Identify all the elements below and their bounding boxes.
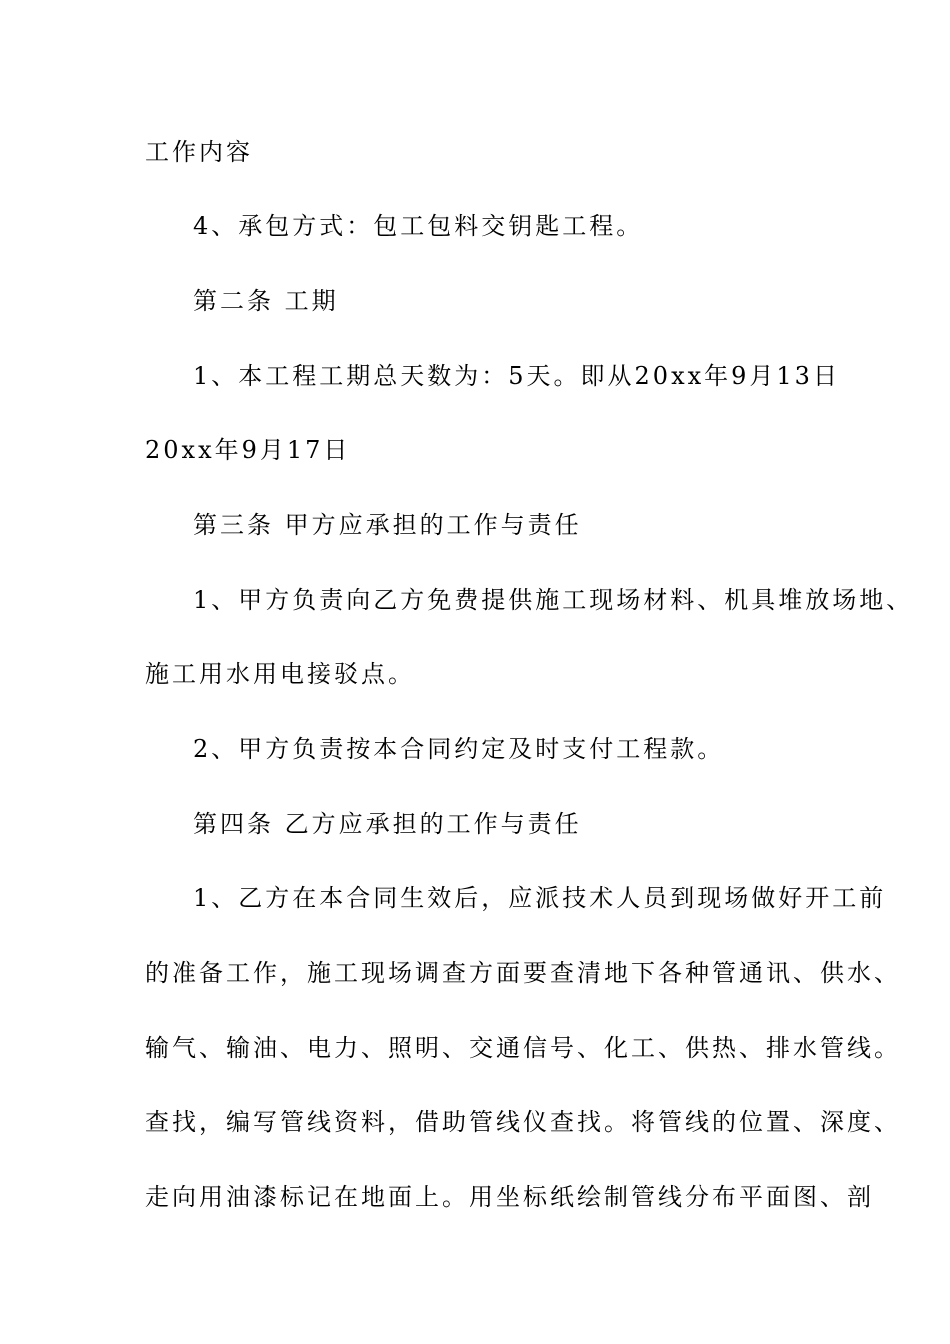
text-line: 2、甲方负责按本合同约定及时支付工程款。 — [193, 735, 725, 763]
section-heading: 第二条 工期 — [193, 287, 339, 315]
text-line: 20xx年9月17日 — [145, 436, 351, 464]
section-heading: 第三条 甲方应承担的工作与责任 — [193, 511, 582, 539]
text-line: 4、承包方式：包工包料交钥匙工程。 — [193, 212, 644, 240]
text-line: 工作内容 — [145, 138, 253, 166]
text-line: 走向用油漆标记在地面上。用坐标纸绘制管线分布平面图、剖 — [145, 1183, 874, 1211]
text-line: 1、甲方负责向乙方免费提供施工现场材料、机具堆放场地、 — [193, 586, 914, 614]
text-line: 施工用水用电接驳点。 — [145, 660, 415, 688]
text-line: 1、本工程工期总天数为：5天。即从20xx年9月13日 — [193, 362, 840, 390]
text-line: 查找，编写管线资料，借助管线仪查找。将管线的位置、深度、 — [145, 1108, 901, 1136]
section-heading: 第四条 乙方应承担的工作与责任 — [193, 810, 582, 838]
text-line: 输气、输油、电力、照明、交通信号、化工、供热、排水管线。 — [145, 1034, 901, 1062]
text-line: 的准备工作，施工现场调查方面要查清地下各种管通讯、供水、 — [145, 959, 901, 987]
text-line: 1、乙方在本合同生效后，应派技术人员到现场做好开工前 — [193, 884, 887, 912]
